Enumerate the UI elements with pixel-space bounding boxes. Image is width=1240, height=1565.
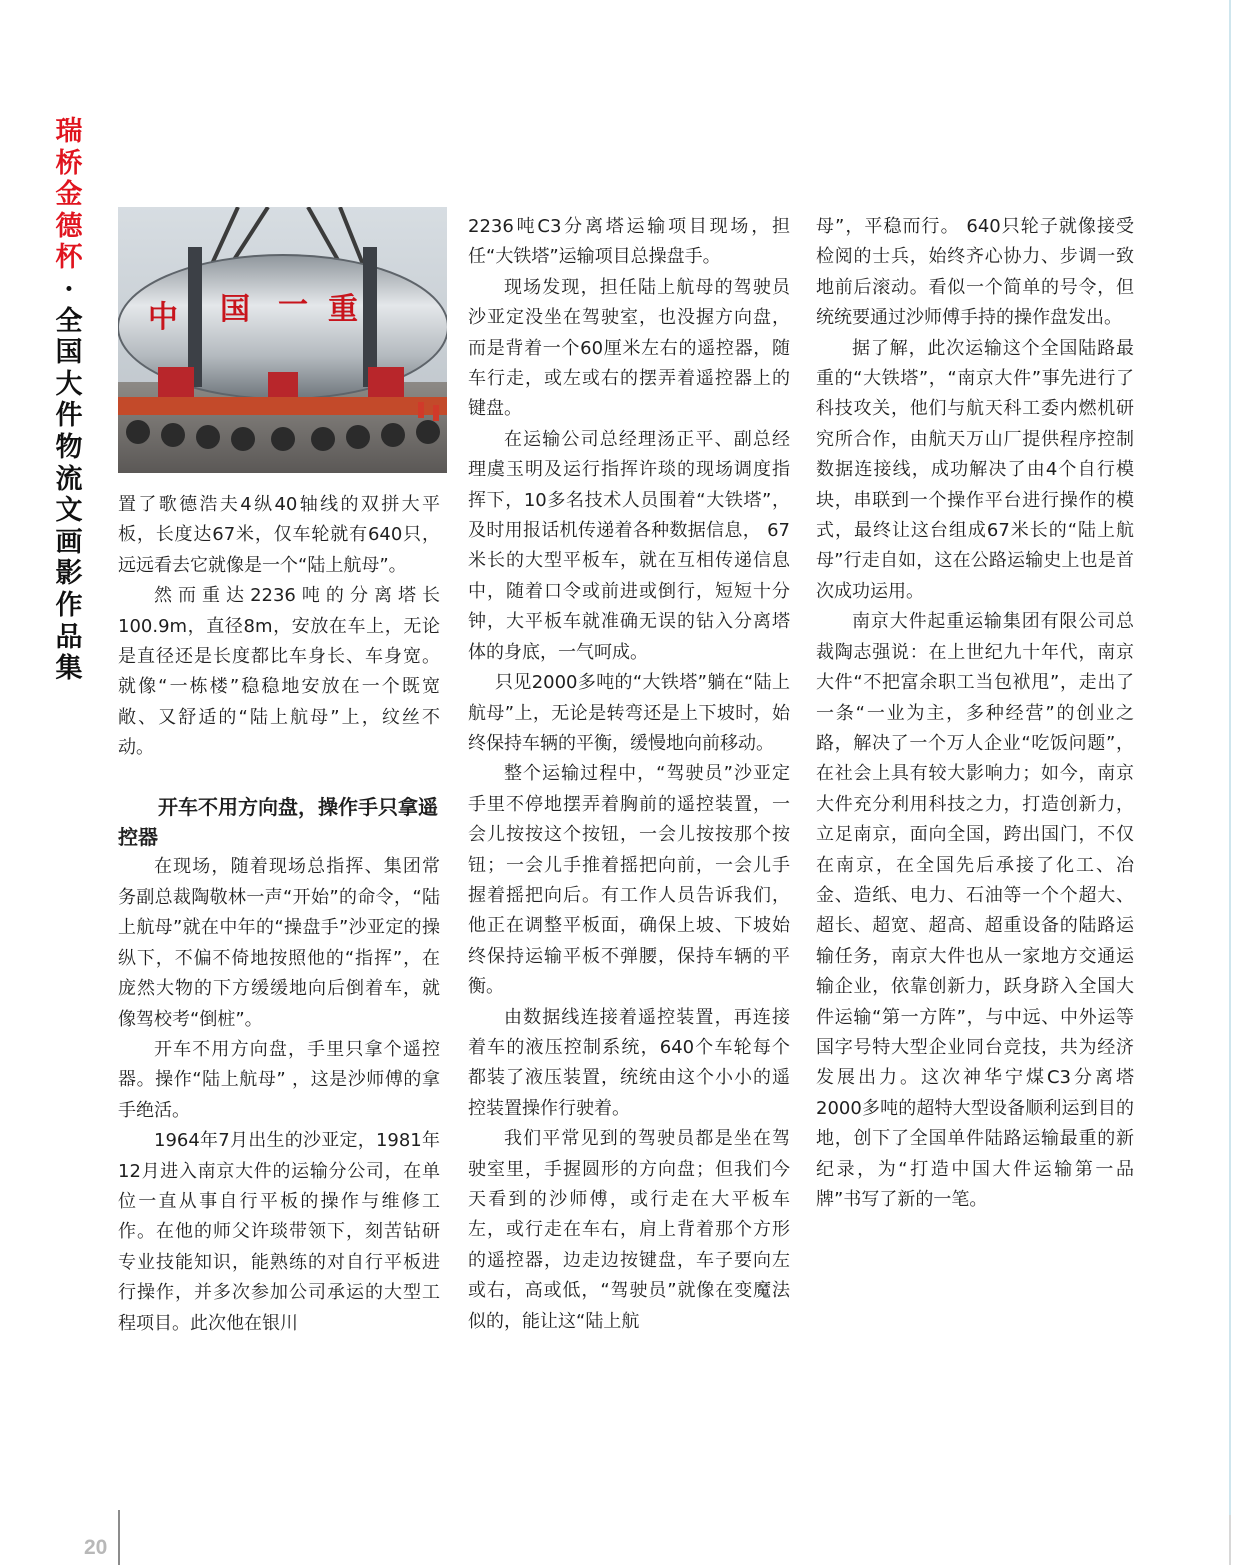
photo-illustration: [118, 207, 447, 473]
page-number-rule: [118, 1510, 120, 1565]
page-edge-line-bottom: [1229, 1515, 1231, 1565]
paragraph: 整个运输过程中，“驾驶员”沙亚定手里不停地摆弄着胸前的遥控装置，一会儿按按这个按钮，一会儿按按那个按钮；一会儿手推着摇把向前，一会儿手握着摇把向后。有工作人员告诉我们，他正在调整平板面，确保上坡、下坡始终保持运输平板不弹腰，保持车辆的平衡。: [468, 763, 790, 998]
paragraph: 只见2000多吨的“大铁塔”躺在“陆上航母”上，无论是转弯还是上下坡时，始终保持车辆的平衡，缓慢地向前移动。: [468, 672, 790, 754]
title-char: 国: [55, 337, 83, 369]
title-char: 集: [55, 653, 83, 685]
tank-char: 国: [220, 292, 250, 327]
title-char: 作: [55, 589, 83, 621]
paragraph: 南京大件起重运输集团有限公司总裁陶志强说：在上世纪九十年代，南京大件“不把富余职工当包袱甩”，走出了一条“一业为主，多种经营”的创业之路，解决了一个万人企业“吃饭问题”，在社会上具有较大影响力；如今，南京大件充分利用科技之力，打造创新力，立足南京，面向全国，跨出国门，不仅在南京，在全国先后承接了化工、冶金、造纸、电力、石油等一个个超大、超长、超宽、超高、超重设备的陆路运输任务，南京大件也从一家地方交通运输企业，依靠创新力，跃身跻入全国大件运输“第一方阵”，与中远、中外运等国字号特大型企业同台竞技，共为经济发展出力。这次神华宁煤C3分离塔2000多吨的超特大型设备顺利运到目的地，创下了全国单件陆路运输最重的新纪录，为“打造中国大件运输第一品牌”书写了新的一笔。: [816, 611, 1134, 1210]
title-char: 全: [55, 305, 83, 337]
title-char: 桥: [55, 147, 83, 179]
title-char: 影: [55, 558, 83, 590]
title-char: 物: [55, 431, 83, 463]
section-heading: 开车不用方向盘，操作手只拿遥控器: [118, 794, 438, 850]
title-char: 流: [55, 463, 83, 495]
paragraph: 据了解，此次运输这个全国陆路最重的“大铁塔”，“南京大件”事先进行了科技攻关，他们与航天科工委内燃机研究所合作，由航天万山厂提供程序控制数据连接线，成功解决了由4个自行模块，串联到一个操作平台进行操作的模式，最终让这台组成67米长的“陆上航母”行走自如，这在公路运输史上也是首次成功运用。: [816, 337, 1134, 602]
text-column-3: [816, 212, 1134, 1215]
separation-tower-photo: [118, 207, 447, 473]
paragraph: 母”，平稳而行。 640只轮子就像接受检阅的士兵，始终齐心协力、步调一致地前后滚动。看似一个简单的号令，但统统要通过沙师傅手持的操作盘发出。: [816, 216, 1134, 329]
title-char: 品: [55, 621, 83, 653]
title-char: 画: [55, 526, 83, 558]
title-char: 金: [55, 179, 83, 211]
page-number: 20: [84, 1536, 108, 1559]
paragraph: 在现场，随着现场总指挥、集团常务副总裁陶敬林一声“开始”的命令，“陆上航母”就在中年的“操盘手”沙亚定的操纵下，不偏不倚地按照他的“指挥”，在庞然大物的下方缓缓地向后倒着车，就像驾校考“倒桩”。: [118, 856, 440, 1030]
tank-char: 重: [328, 292, 358, 327]
paragraph: 开车不用方向盘，手里只拿个遥控器。操作“陆上航母” ，这是沙师傅的拿手绝活。: [118, 1038, 440, 1121]
title-char: 文: [55, 495, 83, 527]
paragraph: 在运输公司总经理汤正平、副总经理虞玉明及运行指挥许琰的现场调度指挥下，10多名技术人员围着“大铁塔”，及时用报话机传递着各种数据信息， 67米长的大型平板车，就在互相传递信息中，随着口令或前进或倒行，短短十分钟，大平板车就准确无误的钻入分离塔体的身底，一气呵成。: [468, 428, 790, 663]
title-char: 德: [55, 210, 83, 242]
paragraph: 1964年7月出生的沙亚定，1981年12月进入南京大件的运输分公司，在单位一直从事自行平板的操作与维修工作。在他的师父许琰带领下，刻苦钻研专业技能知识，能熟练的对自行平板进行操作，并多次参加公司承运的大型工程项目。此次他在银川: [118, 1130, 440, 1334]
paragraph: 然而重达2236吨的分离塔长100.9m，直径8m，安放在车上，无论是直径还是长度都比车身长、车身宽。就像“一栋楼”稳稳地安放在一个既宽敞、又舒适的“陆上航母”上，纹丝不动。: [118, 585, 440, 759]
paragraph: 现场发现，担任陆上航母的驾驶员沙亚定没坐在驾驶室，也没握方向盘，而是背着一个60厘米左右的遥控器，随车行走，或左或右的摆弄着遥控器上的键盘。: [468, 276, 790, 420]
tank-char: 一: [278, 288, 308, 323]
vertical-series-title: [52, 116, 86, 685]
title-char: 大: [55, 368, 83, 400]
paragraph: 由数据线连接着遥控装置，再连接着车的液压控制系统，640个车轮每个都装了液压装置，统统由这个小小的遥控装置操作行驶着。: [468, 1006, 790, 1119]
text-column-2: [468, 212, 790, 1337]
title-dot: ·: [64, 273, 74, 305]
paragraph: 2236吨C3分离塔运输项目现场，担任“大铁塔”运输项目总操盘手。: [468, 216, 790, 268]
title-char: 瑞: [55, 116, 83, 147]
paragraph: 我们平常见到的驾驶员都是坐在驾驶室里，手握圆形的方向盘；但我们今天看到的沙师傅，或行走在大平板车左，或行走在车右，肩上背着那个方形的遥控器，边走边按键盘，车子要向左或右，高或低，“驾驶员”就像在变魔法似的，能让这“陆上航: [468, 1128, 790, 1332]
page-edge-line: [1229, 0, 1231, 1565]
title-char: 件: [55, 400, 83, 432]
title-char: 杯: [55, 242, 83, 274]
paragraph: 置了歌德浩夫4纵40轴线的双拼大平板，长度达67米，仅车轮就有640只，远远看去它就像是一个“陆上航母”。: [118, 494, 440, 576]
tank-char: 中: [148, 300, 178, 335]
text-column-1: [118, 490, 440, 1339]
